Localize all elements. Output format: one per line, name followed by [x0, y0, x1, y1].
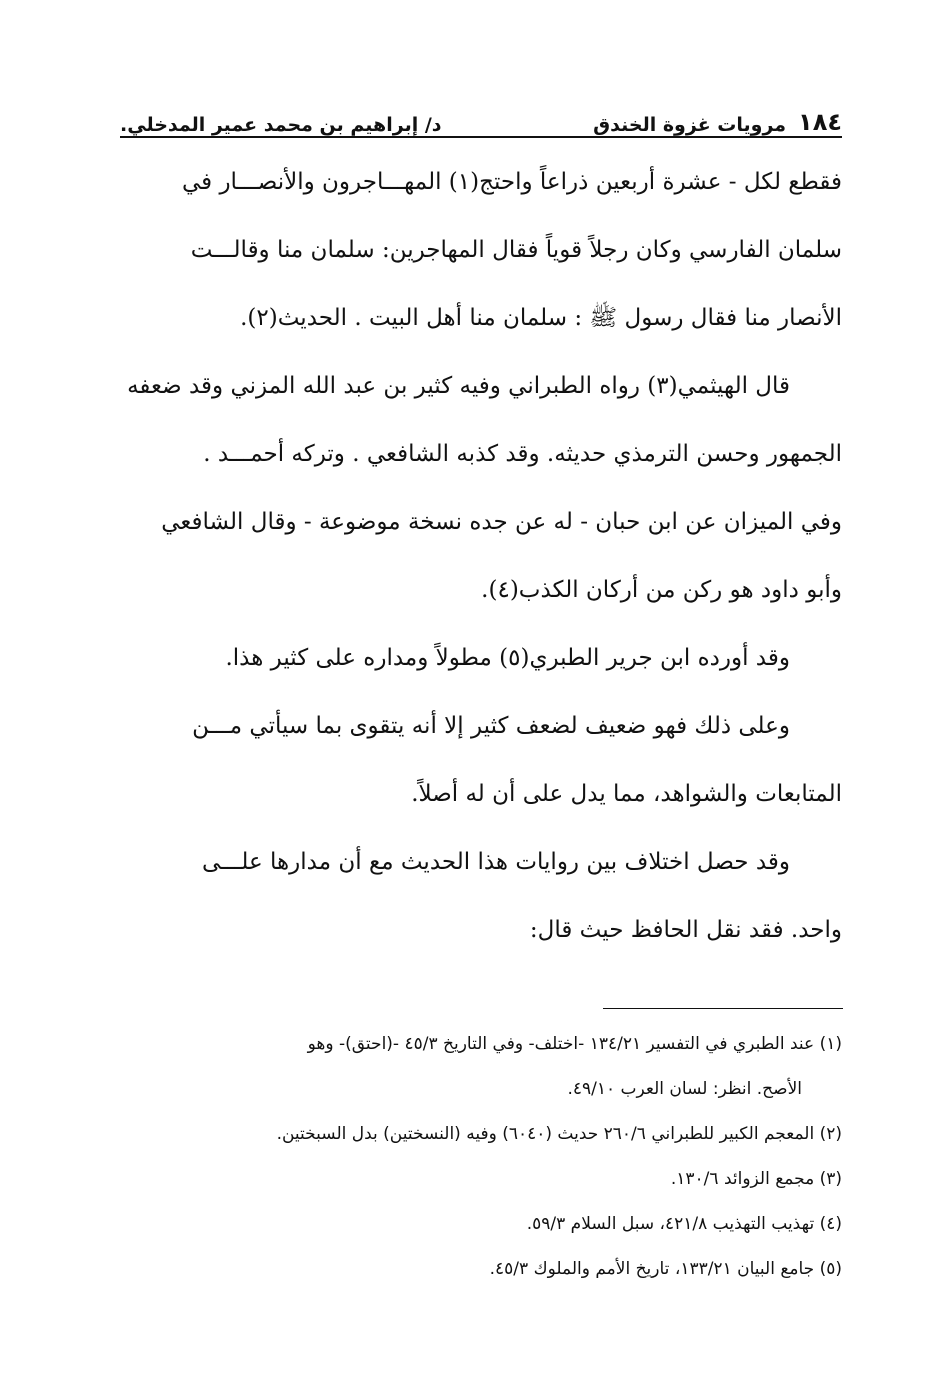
text-line: وقد حصل اختلاف بين روايات هذا الحديث مع أن مدارها علـــى: [202, 849, 790, 875]
footnote-divider: [603, 1008, 843, 1009]
footnote-3: (٣) مجمع الزوائد ١٣٠/٦.: [670, 1169, 842, 1189]
footnotes: [126, 1022, 842, 1292]
text-line: قال الهيثمي(٣) رواه الطبراني وفيه كثير بن عبد الله المزني وقد ضعفه: [127, 373, 790, 399]
book-title: مرويات غزوة الخندق: [593, 114, 787, 136]
page-number: ١٨٤: [798, 108, 842, 136]
text-line: الجمهور وحسن الترمذي حديثه. وقد كذبه الشافعي . وتركه أحمـــد .: [203, 441, 842, 467]
running-header: [120, 100, 842, 136]
text-line: واحد. فقد نقل الحافظ حيث قال:: [529, 917, 842, 943]
footnote-2: (٢) المعجم الكبير للطبراني ٢٦٠/٦ حديث (٦٠٤٠) وفيه (النسختين) بدل السبختين.: [276, 1124, 842, 1144]
text-line: وأبو داود هو ركن من أركان الكذب(٤).: [481, 577, 842, 603]
footnote-1-continued: الأصح. انظر: لسان العرب ٤٩/١٠.: [567, 1079, 802, 1099]
footnote-4: (٤) تهذيب التهذيب ٤٢١/٨، سبل السلام ٥٩/٣.: [526, 1214, 842, 1234]
header-divider: [120, 136, 842, 138]
main-text: [126, 148, 842, 964]
text-line: المتابعات والشواهد، مما يدل على أن له أصلاً.: [411, 781, 842, 807]
text-line: وفي الميزان عن ابن حبان - له عن جده نسخة موضوعة - وقال الشافعي: [161, 509, 842, 535]
text-line: فقطع لكل - عشرة أربعين ذراعاً واحتج(١) المهـــاجرون والأنصـــار في: [181, 169, 842, 195]
footnote-1: (١) عند الطبري في التفسير ١٣٤/٢١ -اختلف- وفي التاريخ ٤٥/٣ -(احتق)- وهو: [307, 1034, 842, 1054]
footnote-5: (٥) جامع البيان ١٣٣/٢١، تاريخ الأمم والملوك ٤٥/٣.: [489, 1259, 842, 1279]
text-line: وقد أورده ابن جرير الطبري(٥) مطولاً ومداره على كثير هذا.: [225, 645, 790, 671]
text-line: وعلى ذلك فهو ضعيف لضعف كثير إلا أنه يتقوى بما سيأتي مـــن: [192, 713, 790, 739]
author-name: د/ إبراهيم بن محمد عمير المدخلي.: [120, 114, 442, 136]
text-line: سلمان الفارسي وكان رجلاً قوياً فقال المهاجرين: سلمان منا وقالـــت: [190, 237, 842, 263]
header-right-group: [593, 108, 842, 136]
text-line: الأنصار منا فقال رسول ﷺ : سلمان منا أهل البيت . الحديث(٢).: [240, 305, 842, 331]
